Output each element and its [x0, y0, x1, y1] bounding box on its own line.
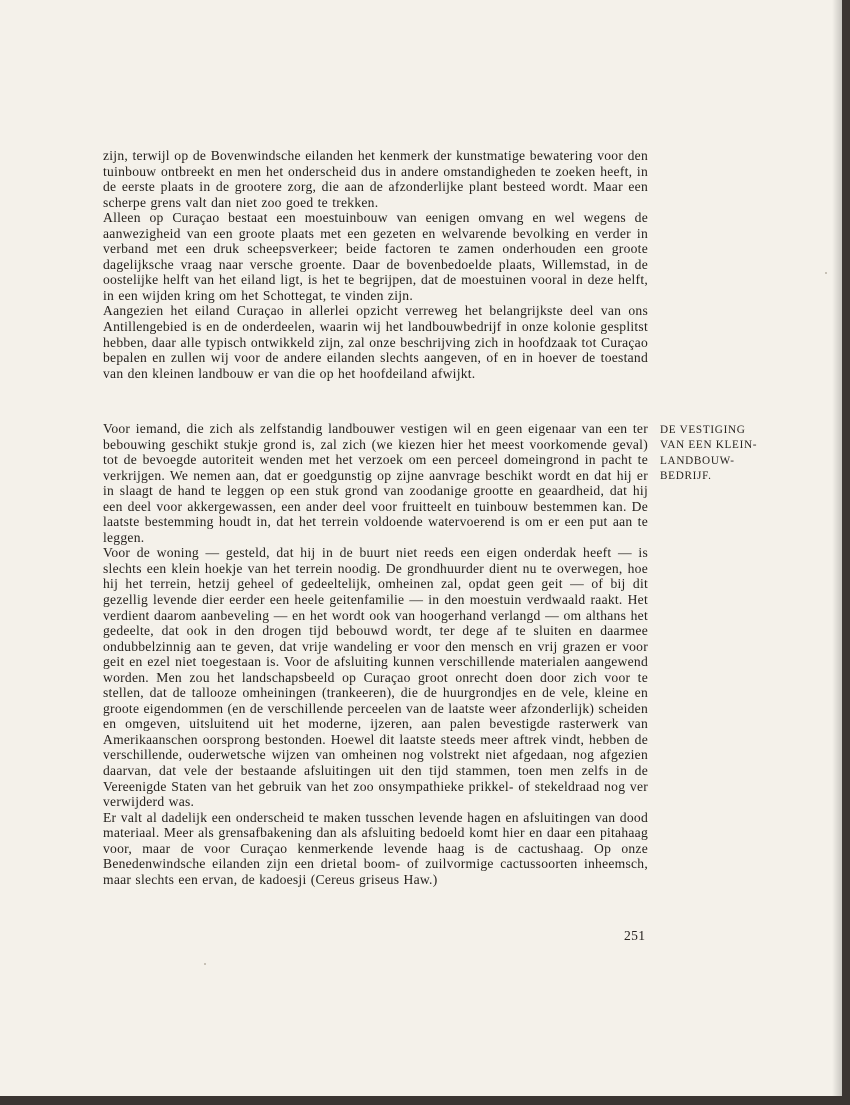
paragraph: Er valt al dadelijk een onderscheid te maken tusschen levende hagen en afsluitingen van dood materiaal. Meer als grensafbakening dan als afsluiting bedoeld komt hier en daar een pitahaag voor, maar de voor Curaçao kenmerkende levende haag is de cactushaag. Op onze Benedenwindsche eilanden zijn een drietal boom- of zuilvormige cactussoorten inheemsch, maar slechts een ervan, de kadoesji (Cereus griseus Haw.) — [103, 809, 648, 887]
paragraph: Voor de woning — gesteld, dat hij in de buurt niet reeds een eigen onderdak heeft — is slechts een klein hoekje van het terrein noodig. De grondhuurder dient nu te overwegen, hoe hij het terrein, hetzij geheel of gedeeltelijk, omheinen zal, opdat geen geit — of bij dit gezellig levende dier eerder een heele geitenfamilie — in den moestuin verdwaald raakt. Het verdient daarom aanbeveling — en het wordt ook van hoogerhand verlangd — om althans het gedeelte, dat ook in den drogen tijd bebouwd wordt, ter dege af te sluiten en daarmee ondubbelzinnig aan te geven, dat vrije wandeling er voor den mensch en vrij grazen er voor geit en ezel niet toegestaan is. Voor de afsluiting kunnen verschillende materialen aangewend worden. Men zou het landschapsbeeld op Curaçao groot onrecht doen door zich voor te stellen, dat de tallooze omheiningen (trankeeren), die de huurgrondjes en de vele, kleine en groote eigendommen (en de verschillende perceelen van de laatste weer afzonderlijk) scheiden en omgeven, uitsluitend uit het moderne, ijzeren, aan palen bevestigde rasterwerk van Amerikaanschen oorsprong bestonden. Hoewel dit laatste steeds meer aftrek vindt, hebben de verschillende, ouderwetsche wijzen van omheinen nog volstrekt niet afgedaan, nog afgezien daarvan, dat vele der bestaande afsluitingen uit den tijd stammen, toen men zelfs in de Vereenigde Staten van het gebruik van het zoo onsympathieke prikkel- of stekeldraad nog ver verwijderd was. — [103, 545, 648, 810]
paper-speck — [204, 963, 206, 965]
paragraph: Voor iemand, die zich als zelfstandig landbouwer vestigen wil en geen eigenaar van een ter bebouwing geschikt stukje grond is, zal zich (we kiezen hier het meest voorkomende geval) tot de bevoegde autoriteit wenden met het verzoek om een perceel domeingrond in pacht te verkrijgen. We nemen aan, dat er goedgunstig op zijne aanvrage beschikt wordt en dat hij er in slaagt de hand te leggen op een stuk grond van zoodanige grootte en geaardheid, dat hij een deel voor akkergewassen, een ander deel voor fruitteelt en tuinbouw bestemmen kan. De laatste bestemming houdt in, dat het terrein voldoende watervoerend is om er een put aan te leggen. — [103, 421, 648, 545]
text-block-main — [103, 421, 648, 887]
margin-heading-line: LANDBOUW- — [660, 454, 735, 467]
paragraph: zijn, terwijl op de Bovenwindsche eilanden het kenmerk der kunstmatige bewatering voor den tuinbouw ontbreekt en men het onderscheid dus in andere omstandigheden te zoeken heeft, in de eerste plaats in de grootere zorg, die aan de afzonderlijke plant besteed wordt. Maar een scherpe grens valt dan niet zoo goed te trekken. — [103, 148, 648, 210]
margin-heading — [660, 423, 770, 485]
margin-heading-line: VAN EEN KLEIN- — [660, 439, 758, 452]
paper-speck — [825, 272, 827, 274]
paragraph: Aangezien het eiland Curaçao in allerlei opzicht verreweg het belangrijkste deel van ons Antillengebied is en de onderdeelen, waarin wij het landbouwbedrijf in onze kolonie gesplitst hebben, daar alle typisch ontwikkeld zijn, zal onze beschrijving zich in hoofdzaak tot Curaçao bepalen en zullen wij voor de andere eilanden slechts aangeven, of en in hoever de toestand van den kleinen landbouw er van die op het hoofdeiland afwijkt. — [103, 303, 648, 381]
text-block-top — [103, 148, 648, 381]
page-number: 251 — [624, 928, 646, 943]
margin-heading-line: BEDRIJF. — [660, 470, 712, 483]
margin-heading-line: DE VESTIGING — [660, 424, 746, 436]
paragraph: Alleen op Curaçao bestaat een moestuinbouw van eenigen omvang en wel wegens de aanwezigheid van een groote plaats met een gezeten en welvarende bevolking en verder in verband met een druk scheepsverkeer; beide factoren te zamen onderhouden een groote dagelijksche vraag naar versche groente. Daar de bovenbedoelde plaats, Willemstad, in de oostelijke helft van het eiland ligt, is het te begrijpen, dat de moestuinen vooral in deze helft, in een wijden kring om het Schottegat, te vinden zijn. — [103, 210, 648, 303]
